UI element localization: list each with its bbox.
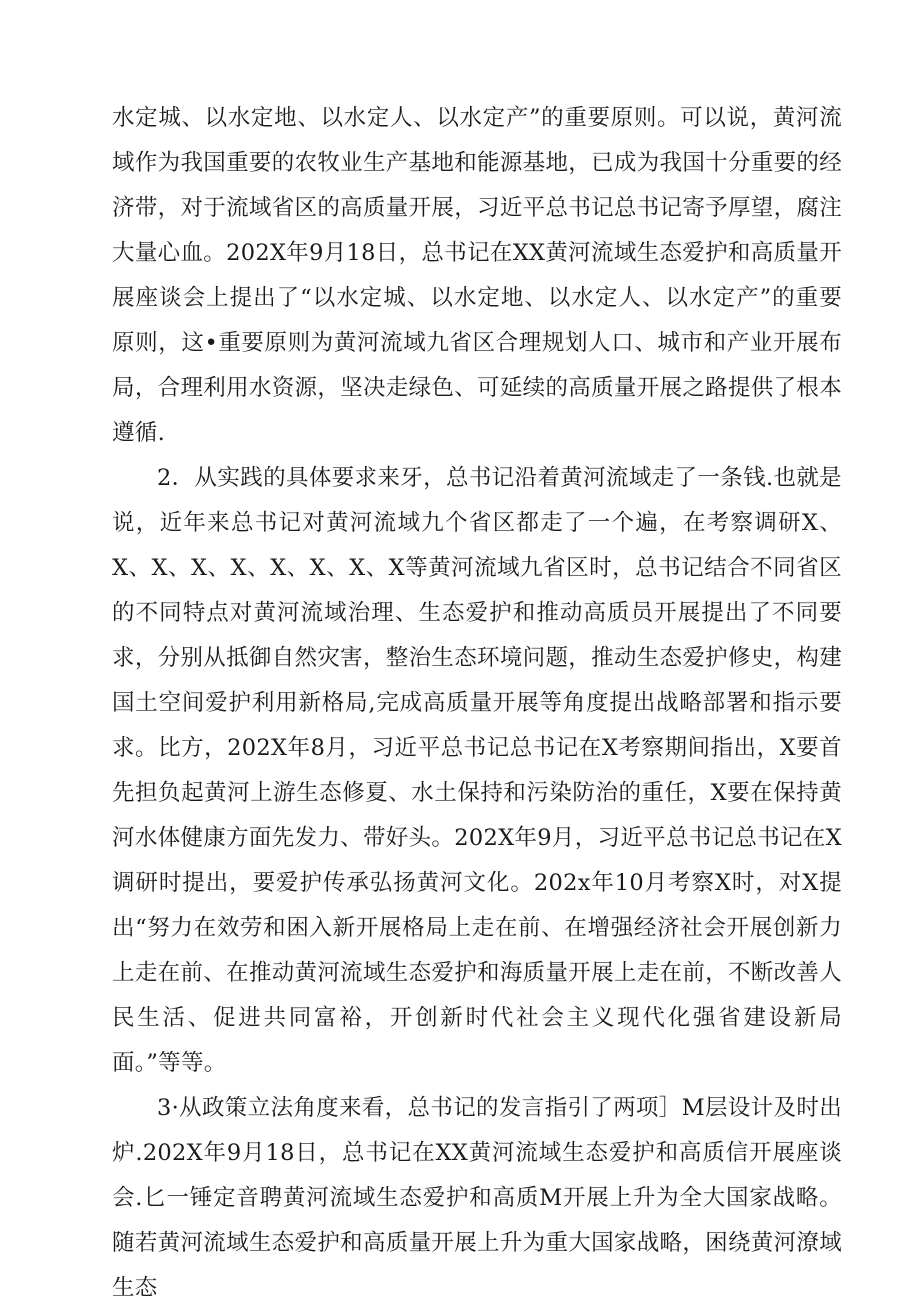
paragraph-1: 水定城、以水定地、以水定人、以水定产”的重要原则。可以说，黄河流域作为我国重要的农牧业生产基地和能源基地，已成为我国十分重要的经济带，对于流域省区的高质量开展，习近平总书记总书记寄予厚望，腐注大量心血。202X年9月18日，总书记在XX黄河流域生态爱护和高质量开展座谈会上提出了“以水定城、以水定地、以水定人、以水定产”的重要原则，这•重要原则为黄河流域九省区合理规划人口、城市和产业开展布局，合理利用水资源，坚决走绿色、可延续的高质量开展之路提供了根本遵循. bbox=[112, 105, 842, 446]
document-body bbox=[112, 96, 842, 1311]
paragraph-2: 2．从实践的具体要求来牙，总书记沿着黄河流域走了一条钱.也就是说，近年来总书记对黄河流域九个省区都走了一个遍，在考察调研X、X、X、X、X、X、X、X、X等黄河流域九省区时，总书记结合不同省区的不同特点对黄河流域治理、生态爱护和推动高质员开展提出了不同要求，分别从抵御自然灾害，整治生态环境问题，推动生态爱护修史，构建国土空间爱护利用新格局,完成高质量开展等角度提出战略部署和指示要求。比方，202X年8月，习近平总书记总书记在X考察期间指出，X要首先担负起黄河上游生态修夏、水土保持和污染防治的重任，X要在保持黄河水体健康方面先发力、带好头。202X年9月，习近平总书记总书记在X调研时提出，要爱护传承弘扬黄河文化。202x年10月考察X时，对X提出“努力在效劳和困入新开展格局上走在前、在增强经济社会开展创新力上走在前、在推动黄河流域生态爱护和海质量开展上走在前，不断改善人民生活、促进共同富裕，开创新时代社会主义现代化强省建设新局面。”等等。 bbox=[112, 465, 842, 1076]
paragraph-3: 3·从政策立法角度来看，总书记的发言指引了两项］M层设计及时出炉.202X年9月18日，总书记在XX黄河流域生态爱护和高质信开展座谈会.匕一锤定音聘黄河流域生态爱护和高质M开展上升为全大国家战略。随若黄河流域生态爱护和高质量开展上升为重大国家战略，困绕黄河潦域生态 bbox=[112, 1095, 842, 1301]
